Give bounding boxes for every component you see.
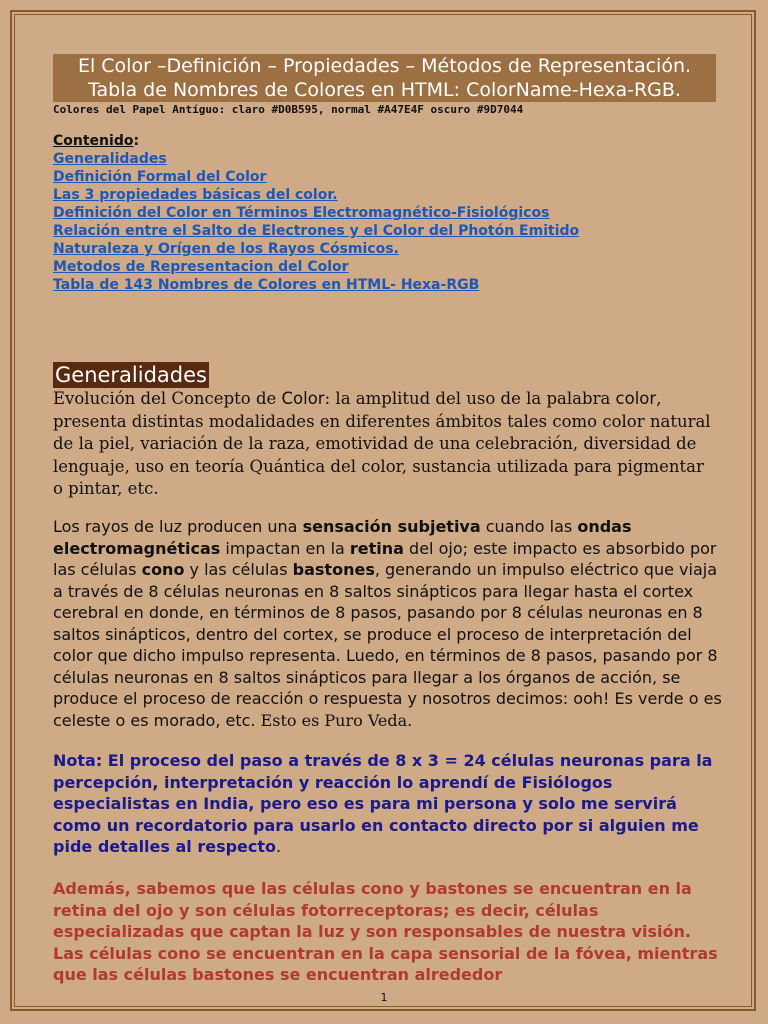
para1-text: , presenta distintas modalidades en diferentes ámbitos tales como color natural de la piel, variación de la raza, emotividad de una celebración, diversidad de lenguaje, uso en teoría Quántica del color, sustancia utilizada para pigmentar o pintar, etc.: [53, 389, 711, 498]
para2-text: cuando las: [480, 517, 578, 536]
paragraph-evolution: [53, 388, 718, 501]
toc-link-rayos-cosmicos[interactable]: Naturaleza y Orígen de los Rayos Cósmicos.: [53, 241, 399, 257]
note-paragraph: [53, 750, 723, 858]
paragraph-light-rays: [53, 516, 723, 731]
toc-link-electromagnetico[interactable]: Definición del Color en Términos Electromagnético-Fisiológicos: [53, 205, 550, 221]
section-heading: Generalidades: [55, 363, 207, 387]
paper-colors-note: Colores del Papel Antíguo: claro #D0B595, normal #A47E4F oscuro #9D7044: [53, 103, 524, 116]
para2-bold: ondas electromagnéticas: [53, 517, 632, 558]
note-end: .: [276, 837, 282, 856]
toc-link-metodos[interactable]: Metodos de Representacion del Color: [53, 259, 349, 275]
para2-text: del ojo; este impacto es absorbido por las células: [53, 538, 717, 579]
para2-text: impactan en la: [220, 538, 350, 558]
table-of-contents: [53, 132, 579, 294]
para2-text: y las células: [184, 560, 293, 579]
title-line-1: El Color –Definición – Propiedades – Métodos de Representación.: [77, 55, 692, 77]
toc-heading-colon: :: [133, 133, 140, 149]
toc-link-tabla-colores[interactable]: Tabla de 143 Nombres de Colores en HTML- Hexa-RGB: [53, 277, 480, 293]
para2-bold: cono: [141, 560, 185, 579]
toc-link-salto-electrones[interactable]: Relación entre el Salto de Electrones y el Color del Photón Emitido: [53, 223, 580, 239]
para2-veda: Esto es Puro Veda.: [260, 710, 413, 730]
toc-link-propiedades[interactable]: Las 3 propiedades básicas del color.: [53, 187, 338, 203]
para2-bold: retina: [349, 538, 404, 558]
para1-term-color: Color: [281, 389, 325, 408]
title-line-2: Tabla de Nombres de Colores en HTML: ColorName-Hexa-RGB.: [88, 79, 681, 101]
para2-text: Los rayos de luz producen una: [53, 517, 303, 536]
para2-bold: sensación subjetiva: [302, 517, 481, 536]
para1-text: Evolución del Concepto de: [53, 389, 282, 408]
toc-heading: [53, 132, 579, 150]
para2-text: , generando un impulso eléctrico que viaja a través de 8 células neuronas en 8 saltos sinápticos para llegar hasta el cortex cerebral en donde, en términos de 8 pasos, pasando por 8 células neuronas en 8 saltos sinápticos, dentro del cortex, se produce el proceso de interpretación del color que dicho impulso representa. Luedo, en términos de 8 pasos, pasando por 8 células neuronas en 8 saltos sinápticos para llegar a los órganos de acción, se produce el proceso de reacción o respuesta y nosotros decimos: ooh! Es verde o es celeste o es morado, etc.: [53, 560, 722, 730]
toc-link-generalidades[interactable]: Generalidades: [53, 151, 167, 167]
page-number: 1: [380, 991, 388, 1004]
document-title: [53, 54, 716, 102]
para1-text: : la amplitud del uso de la palabra: [324, 389, 616, 408]
para2-bold: bastones: [292, 560, 375, 579]
red-paragraph: Además, sabemos que las células cono y bastones se encuentran en la retina del ojo y son células fotorreceptoras; es decir, células especializadas que captan la luz y son responsables de nuestra visión. Las células cono se encuentran en la capa sensorial de la fóvea, mientras que las células bastones se encuentran alrededor: [53, 879, 718, 984]
toc-link-definicion-formal[interactable]: Definición Formal del Color: [53, 169, 267, 185]
para1-term-color-lower: color: [615, 389, 657, 408]
toc-heading-label: Contenido: [53, 133, 134, 149]
note-text: Nota: El proceso del paso a través de 8 x 3 = 24 células neuronas para la percepción, interpretación y reacción lo aprendí de Fisiólogos especialistas en India, pero eso es para mi persona y solo me servirá como un recordatorio para usarlo en contacto directo por si alguien me pide detalles al respecto: [53, 751, 713, 856]
